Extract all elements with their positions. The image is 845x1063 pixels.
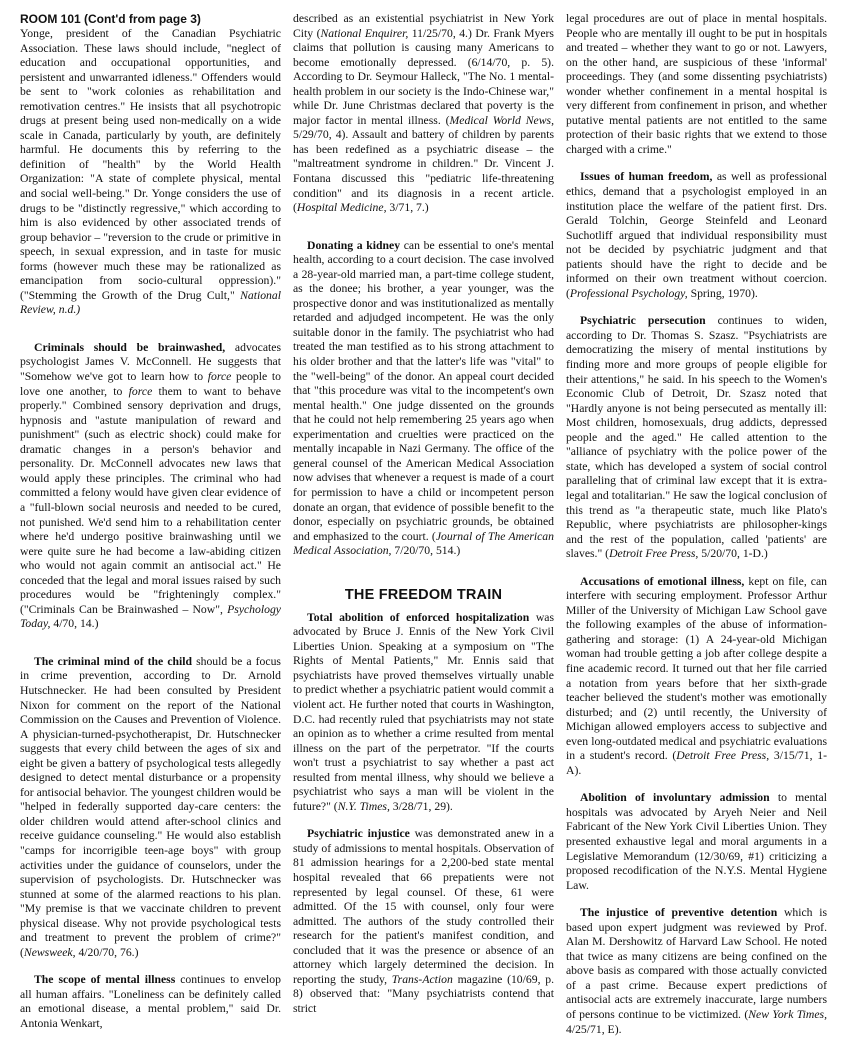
article-lead: Accusations of emotional illness,: [580, 574, 745, 588]
text: advocates psychologist James V. McConnell. He suggests that "Somehow we've got to learn how to: [20, 340, 281, 384]
emphasis: force: [207, 370, 232, 384]
article-lead: Criminals should be brainwashed,: [34, 340, 226, 354]
section-heading: THE FREEDOM TRAIN: [344, 586, 503, 603]
text: was demonstrated anew in a study of admissions to mental hospitals. Observation of 81 admission hearings for a 2,200-bed state mental hospital revealed that 66 prepatients were not represented by legal counsel. Of these, 61 were admitted. Of the 15 with counsel, only four were admitted. The authors of the study controlled their research for the patient's manifest condition, and concluded that it was the presence or absence of an attorney which largely determined the decision. In reporting the study,: [293, 827, 554, 986]
text: kept on file, can interfere with securing employment. Professor Arthur Miller of the University of Michigan Law School gave the following examples of the abuse of information-gathering and storage: (1) A 24-year-old Michigan woman had trouble getting a job after college despite a fine academic record. It turned out that her file carried a notation from years before that her sixth-grade teacher believed the student's mother was emotionally disturbed; and (2) until recently, the University of Michigan allowed employers access to subjective and even long-outdated medical and psychiatric evaluations in a student's record. (: [566, 574, 827, 763]
citation: Psychology Today,: [20, 602, 281, 631]
article-scope-mental-illness: [20, 973, 281, 1031]
text: which is based upon expert judgment was reviewed by Prof. Alan M. Dershowitz of Harvard Law School. He noted that twice as many citizens are being confined on the above basis as compared with those actually convicted of a past crime. Because expert predictions of antisocial acts are extremely inaccurate, large numbers of persons continue to be victimized. (: [566, 906, 827, 1021]
article-lead: Psychiatric injustice: [307, 827, 410, 841]
citation: Journal of The American Medical Association,: [293, 529, 554, 558]
citation: New York Times,: [748, 1008, 827, 1021]
citation: Detroit Free Press,: [609, 547, 699, 561]
article-lead: Abolition of involuntary admission: [580, 791, 770, 805]
citation: Newsweek,: [23, 945, 76, 959]
text: them to want to behave properly." Combined sensory deprivation and drugs, hypnosis and "astute manipulation of reward and punishment" (such as electric shock) could make for dramatic changes in a person's behavior and personality. Dr. McConnell advocates new laws that would apply these principles. The criminal who had committed a felony would have given clear evidence of a "full-blown social neurosis and needed to be cured, not punished. We'd send him to a rehabilitation center where he'd undergo positive brainwashing until we were quite sure he had become a law-abiding citizen who would not again commit an antisocial act." He conceded that the legal and moral issues raised by such procedures would be "frighteningly complex." ("Criminals Can be Brainwashed – Now",: [20, 384, 281, 616]
text: to mental hospitals was advocated by Aryeh Neier and Neil Fabricant of the New York Civil Liberties Union. They presented exhaustive legal and moral arguments in a Legislative Memorandum (12/30/69, #1) criticizing a proposed recodification of the N.Y.S. Mental Hygiene Law.: [566, 791, 827, 892]
article-lead: The scope of mental illness: [34, 973, 176, 987]
running-head: ROOM 101 (Cont'd from page 3): [20, 12, 201, 26]
article-lead: The injustice of preventive detention: [580, 906, 778, 920]
column-3: [566, 12, 827, 1063]
text: continues to envelop all human affairs. "Loneliness can be definitely called an emotional disease, a mental problem," said Dr. Antonia Wenkart,: [20, 973, 281, 1030]
citation: Detroit Free Press,: [676, 749, 770, 763]
citation: Professional Psychology,: [569, 286, 688, 300]
text: can be essential to one's mental health, according to a court decision. The case involved a 28-year-old married man, a part-time college student, as the donee; his brother, a year younger, was the prospective donor and was institutionalized as mentally retarded and adjudged incompetent. He was the only suitable donor in the family. The psychiatrist who had treated the man testified as to his strong attachment to his older brother and that the latter's life was "vital" to the "well-being" of the donor. An appeal court decided that "this procedure was vital to the incompetent's own mental health." One judge dissented on the grounds that he could not help remembering 25 years ago when experimentation and cruelties were practiced on the mentally incapable in Nazi Germany. The office of the general counsel of the American Medical Association now advises that whenever a request is made of a court for permission to have a child or incompetent person donate an organ, that evidence of possible benefit to the donor, especially on psychiatric grounds, be obtained and emphasized to the court. (: [293, 238, 554, 543]
text: 4/70, 14.): [50, 617, 99, 631]
text: 5/29/70, 4). Assault and battery of children by parents has been redefined as a psychiatric disease – the "maltreatment syndrome in children." Dr. Vincent J. Fontana discussed this "pediatric life-threatening condition" and its diagnosis in a recent article. (: [293, 128, 554, 215]
article-yonge-paragraph: [20, 27, 281, 318]
text: magazine (10/69, p. 8) observed that: "Many psychiatrists contend that strict: [293, 972, 554, 1015]
citation: National Review, n.d.): [20, 288, 281, 317]
text: people to love one another, to: [20, 370, 281, 398]
article-lead: Issues of human freedom,: [580, 170, 713, 184]
text: as well as professional ethics, demand that a psychologist employed in an institution place the welfare of the patient first. Drs. Gerald Tolchin, George Steinfeld and Leonard Suchotliff argued that individual responsibility must not be decided by psychiatric judgment and that patients should have the right to decide and be informed on their own treatment without coercion. (: [566, 170, 827, 300]
article-abolition-hospitalization: [293, 611, 554, 815]
text: 3/15/71, 1-A).: [566, 749, 827, 777]
text: 3/71, 7.): [386, 201, 429, 215]
citation: N.Y. Times,: [337, 799, 390, 813]
text: 4/20/70, 76.): [75, 945, 139, 959]
emphasis: force: [128, 384, 153, 398]
text: 7/20/70, 514.): [391, 544, 461, 558]
text: Spring, 1970).: [687, 286, 758, 300]
article-lead: Psychiatric persecution: [580, 314, 706, 328]
citation: Medical World News,: [449, 113, 554, 127]
text: 5/20/70, 1-D.): [698, 547, 768, 561]
article-criminal-mind-child: [20, 655, 281, 960]
text: described as an existential psychiatrist in New York City (: [293, 12, 554, 40]
article-accusations-emotional-illness: [566, 575, 827, 779]
article-lead: The criminal mind of the child: [34, 654, 192, 668]
article-psychiatric-persecution: [566, 314, 827, 561]
text: 4/25/71, E).: [566, 1022, 622, 1036]
column-1: [20, 12, 281, 1063]
text: legal procedures are out of place in mental hospitals. People who are mentally ill ought to be put in hospitals and treated – whether they want to go or not. Lawyers, on the other hand, are suspicious of these 'informal' proceedings. They (and some dissenting psychiatrists) wonder whether confinement in a mental hospital is very different from confinement in prison, and whether putative mental patients are not entitled to the same protection of their basic rights that we extend to those charged with a crime.": [566, 12, 827, 156]
article-injustice-continued: [566, 12, 827, 157]
citation: Trans-Action: [391, 972, 453, 986]
text: continues to widen, according to Dr. Thomas S. Szasz. "Psychiatrists are democratizing the misery of mental institutions by finding more and more groups of people eligible for their attentions," he said. In his speech to the Women's Economic Club of Detroit, Dr. Szasz noted that "Hardly anyone is not being persecuted as mentally ill: Most children, homosexuals, drug addicts, depressed people and the aged." He called attention to the "alliance of psychiatry with the police power of the state, which has developed a system of social control paralleling that of criminal law except that it is extra-legal and totalitarian." He saw the logical conclusion of this trend as "a therapeutic state, much like Plato's Republic, where psychiatrists are philosopher-kings and the rest of the population, called 'patients' are slaves." (: [566, 314, 827, 561]
citation: Hospital Medicine,: [296, 201, 387, 215]
article-lead: Total abolition of enforced hospitalization: [307, 610, 530, 624]
citation: National Enquirer,: [320, 26, 409, 40]
text: 11/25/70, 4.) Dr. Frank Myers claims that pollution is causing many Americans to become emotionally depressed. (6/14/70, p. 5). According to Dr. Seymour Halleck, "The No. 1 mental-health problem in our society is the Indo-Chinese war," while Dr. June Christmas declared that poverty is the major factor in mental illness. (: [293, 26, 554, 127]
article-lead: Donating a kidney: [307, 238, 401, 252]
article-brainwashing: [20, 341, 281, 632]
article-abolition-involuntary-admission: [566, 791, 827, 893]
article-scope-continued: [293, 12, 554, 216]
text: Yonge, president of the Canadian Psychiatric Association. These laws should include, "neglect of education and occupational opportunities, and persistent and unwarranted idleness." Offenders would be sent to "work colonies as rehabilitation and remotivation centres." He insists that all psychotropic drugs at present being used non-medically on a wide scale in Canada, particularly by youth, are definitely harmful. He documents this by referring to the definition of "health" by the World Health Organization: "A state of complete physical, mental and social well-being." Dr. Yonge considers the use of drugs to be "distinctly regressive," which according to him is also evidenced by other associated trends of group behavior – "reversion to the crude or primitive in speech, in sexual expression, and in taste for music forms (however much these may be rationalized as emancipation from socio-cultural oppression)." ("Stemming the Growth of the Drug Cult,": [20, 27, 281, 302]
column-2: [293, 12, 554, 1063]
text: should be a focus in crime prevention, according to Dr. Arnold Hutschnecker. He had been consulted by President Nixon for comment on the report of the National Commission on the Causes and Prevention of Violence. A physician-turned-psychotherapist, Dr. Hutschnecker suggests that every child between the ages of six and eight be given a battery of psychological tests allegedly designed to detect mental disturbance or a propensity for antisocial behavior. The youngest children would be "helped in federally supported day-care centers: the older children would attend after-school clinics and receive guidance counseling." He would also establish "camps for incorrigible teen-age boys" with group activities under the guidance of counselors, under the supervision of psychologists. Dr. Hutschnecker was stunned at some of the alarmed reactions to his plan. "My premise is that we vaccinate children to prevent physical disease. Why not provide psychological tests and treatment to prevent the problem of crime?" (: [20, 654, 281, 959]
text: was advocated by Bruce J. Ennis of the New York Civil Liberties Union. Speaking at a symposium on "The Rights of Mental Patients," Mr. Ennis said that psychiatrists have proved themselves virtually unable to predict whether a psychiatric patient would commit a violent act. He further noted that courts in Washington, D.C. had recently ruled that psychiatrists may not state an opinion as to whether a crime resulted from mental illness on the part of the perpetrator. "If the courts won't trust a psychiatrist to say whether a past act resulted from mental illness, why should we believe a psychiatrist who says a man will be violent in the future?" (: [293, 610, 554, 813]
article-donating-kidney: [293, 239, 554, 559]
article-preventive-detention: [566, 906, 827, 1037]
article-human-freedom: [566, 170, 827, 301]
text: 3/28/71, 29).: [389, 799, 453, 813]
article-psychiatric-injustice: [293, 827, 554, 1016]
